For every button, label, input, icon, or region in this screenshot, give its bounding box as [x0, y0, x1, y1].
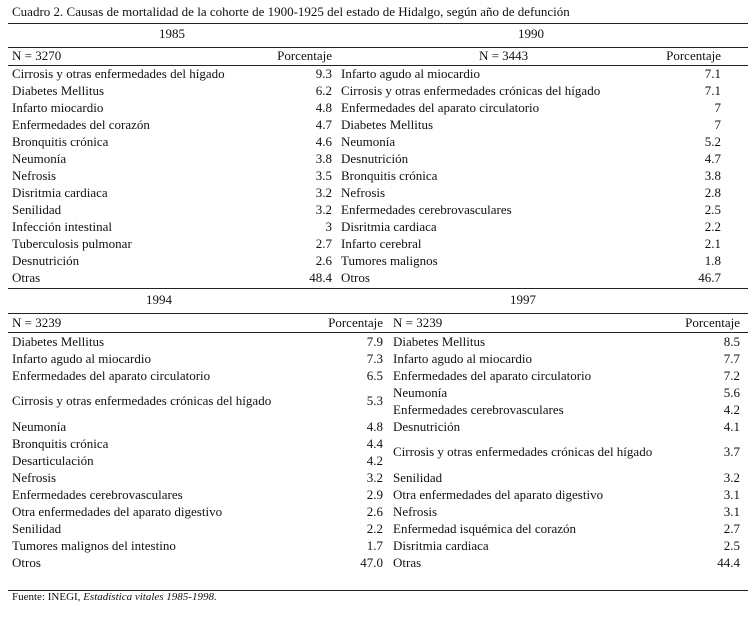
cause-label: Infarto agudo al miocardio: [12, 350, 151, 366]
percentage-value: 4.7: [704, 150, 721, 166]
row-list: [12, 65, 332, 286]
percentage-value: 7: [714, 116, 721, 132]
percentage-value: 2.7: [315, 235, 332, 251]
percentage-value: 7.7: [723, 350, 740, 366]
cause-label: Enfermedades del aparato circulatorio: [393, 367, 592, 383]
percentage-value: 2.5: [704, 201, 721, 217]
table-row: [12, 269, 332, 286]
percentage-value: 5.6: [723, 384, 740, 400]
n-label: N = 3270: [12, 48, 62, 63]
pct-header: Porcentaje: [685, 315, 740, 330]
table-row: [12, 503, 383, 520]
percentage-value: 2.6: [315, 252, 332, 268]
table-row: [12, 184, 332, 201]
percentage-value: 46.7: [698, 269, 721, 285]
cause-label: Diabetes Mellitus: [393, 333, 486, 349]
percentage-value: 48.4: [309, 269, 332, 285]
percentage-value: 2.7: [723, 520, 740, 536]
footnote-source: Estadística vitales 1985-1998.: [83, 591, 217, 603]
pct-header: Porcentaje: [277, 48, 332, 63]
table-row: [12, 537, 383, 554]
percentage-value: 6.5: [366, 367, 383, 383]
percentage-value: 2.8: [704, 184, 721, 200]
table-row: [341, 252, 721, 269]
block-1994: [12, 292, 383, 571]
cause-label: Neumonía: [12, 150, 67, 166]
footnote: [12, 591, 217, 603]
percentage-value: 1.8: [704, 252, 721, 268]
percentage-value: 5.2: [704, 133, 721, 149]
table-row: [12, 82, 332, 99]
cause-label: Bronquitis crónica: [12, 435, 109, 451]
table-row: [393, 503, 740, 520]
year-title: 1994: [146, 292, 172, 307]
table-row: [12, 333, 383, 350]
percentage-value: 2.1: [704, 235, 721, 251]
cause-label: Otros: [12, 554, 41, 570]
table-row: [12, 235, 332, 252]
percentage-value: 44.4: [717, 554, 740, 570]
pct-header: Porcentaje: [328, 315, 383, 330]
table-row: [12, 367, 383, 384]
cause-label: Tuberculosis pulmonar: [12, 235, 132, 251]
percentage-value: 7.9: [366, 333, 383, 349]
table-caption: Cuadro 2. Causas de mortalidad de la cohorte de 1900-1925 del estado de Hidalgo, según año de defunción: [12, 4, 570, 19]
table-row: [393, 367, 740, 384]
block-1997: [393, 292, 740, 571]
cause-label: Disritmia cardiaca: [341, 218, 437, 234]
table-row: [12, 350, 383, 367]
table-row: [393, 520, 740, 537]
percentage-value: 9.3: [315, 65, 332, 81]
table-row: [12, 469, 383, 486]
percentage-value: 2.5: [723, 537, 740, 553]
table-row: [341, 116, 721, 133]
block-header: [341, 47, 721, 64]
cause-label: Neumonía: [393, 384, 448, 400]
cause-label: Nefrosis: [12, 469, 57, 485]
percentage-value: 3.2: [723, 469, 740, 485]
cause-label: Bronquitis crónica: [12, 133, 109, 149]
table-row: [12, 252, 332, 269]
percentage-value: 3.2: [315, 201, 332, 217]
block-1990: [341, 26, 721, 286]
table-row: [341, 184, 721, 201]
cause-label: Neumonía: [341, 133, 396, 149]
percentage-value: 3.1: [723, 503, 740, 519]
percentage-value: 47.0: [360, 554, 383, 570]
table-row: [12, 99, 332, 116]
percentage-value: 4.7: [315, 116, 332, 132]
table-row: [12, 116, 332, 133]
cause-label: Neumonía: [12, 418, 67, 434]
footnote-prefix: Fuente: INEGI,: [12, 591, 84, 603]
cause-label: Desnutrición: [12, 252, 80, 268]
cause-label: Otras: [12, 269, 41, 285]
cause-label: Infarto agudo al miocardio: [393, 350, 532, 366]
percentage-value: 8.5: [723, 333, 740, 349]
percentage-value: 3.2: [315, 184, 332, 200]
table-row: [12, 554, 383, 571]
table-row: [393, 401, 740, 418]
percentage-value: 6.2: [315, 82, 332, 98]
cause-label: Desnutrición: [393, 418, 461, 434]
cause-label: Enfermedades cerebrovasculares: [341, 201, 512, 217]
block-header: [393, 314, 740, 331]
table-row: [341, 99, 721, 116]
percentage-value: 3.8: [315, 150, 332, 166]
cause-label: Bronquitis crónica: [341, 167, 438, 183]
table-row: [341, 269, 721, 286]
table-row: [341, 133, 721, 150]
table-row: [341, 201, 721, 218]
cause-label: Otra enfermedades del aparato digestivo: [393, 486, 604, 502]
table-row: [393, 435, 740, 469]
rule-mid: [8, 288, 748, 289]
percentage-value: 3.5: [315, 167, 332, 183]
percentage-value: 3.2: [366, 469, 383, 485]
table-row: [393, 469, 740, 486]
year-title: 1997: [510, 292, 536, 307]
table-row: [12, 384, 383, 418]
cause-label: Infarto cerebral: [341, 235, 422, 251]
percentage-value: 2.6: [366, 503, 383, 519]
cause-label: Senilidad: [12, 520, 62, 536]
table-row: [393, 486, 740, 503]
cause-label: Diabetes Mellitus: [12, 82, 105, 98]
table-row: [393, 333, 740, 350]
percentage-value: 4.1: [723, 418, 740, 434]
percentage-value: 1.7: [366, 537, 383, 553]
table-row: [341, 82, 721, 99]
cause-label: Enfermedades del aparato circulatorio: [341, 99, 540, 115]
table-row: [393, 537, 740, 554]
n-label: N = 3239: [12, 315, 62, 330]
percentage-value: 4.2: [723, 401, 740, 417]
cause-label: Tumores malignos del intestino: [12, 537, 176, 553]
block-1985: [12, 26, 332, 286]
cause-label: Infección intestinal: [12, 218, 112, 234]
cause-label: Senilidad: [393, 469, 443, 485]
table-row: [393, 554, 740, 571]
n-label: N = 3443: [478, 48, 529, 63]
cause-label: Cirrosis y otras enfermedades crónicas del hígado: [12, 393, 272, 408]
cause-label: Disritmia cardiaca: [12, 184, 108, 200]
table-row: [12, 486, 383, 503]
cause-label: Nefrosis: [341, 184, 386, 200]
percentage-value: 5.3: [366, 393, 383, 408]
table-row: [12, 452, 383, 469]
year-title: 1990: [518, 26, 544, 41]
cause-label: Enfermedades cerebrovasculares: [393, 401, 564, 417]
rule-top: [8, 23, 748, 24]
percentage-value: 3.1: [723, 486, 740, 502]
percentage-value: 7.3: [366, 350, 383, 366]
percentage-value: 7.1: [704, 82, 721, 98]
table-row: [393, 350, 740, 367]
percentage-value: 4.2: [366, 452, 383, 468]
percentage-value: 3.8: [704, 167, 721, 183]
percentage-value: 4.4: [366, 435, 383, 451]
table-row: [12, 65, 332, 82]
percentage-value: 7: [714, 99, 721, 115]
table-row: [12, 218, 332, 235]
table-row: [12, 167, 332, 184]
percentage-value: 4.8: [366, 418, 383, 434]
table-row: [12, 435, 383, 452]
year-title: 1985: [159, 26, 185, 41]
table-row: [393, 384, 740, 401]
row-list: [341, 65, 721, 286]
percentage-value: 3.7: [723, 444, 740, 459]
block-header: [12, 47, 332, 64]
cause-label: Infarto agudo al miocardio: [341, 65, 480, 81]
pct-header: Porcentaje: [666, 48, 721, 63]
cause-label: Infarto miocardio: [12, 99, 104, 115]
cause-label: Nefrosis: [393, 503, 438, 519]
percentage-value: 2.2: [366, 520, 383, 536]
cause-label: Otras: [393, 554, 422, 570]
percentage-value: 3: [325, 218, 332, 234]
n-label: N = 3239: [393, 315, 443, 330]
table-row: [341, 65, 721, 82]
table-row: [341, 218, 721, 235]
cause-label: Enfermedades cerebrovasculares: [12, 486, 183, 502]
percentage-value: 7.1: [704, 65, 721, 81]
table-row: [12, 133, 332, 150]
cause-label: Enfermedad isquémica del corazón: [393, 520, 576, 536]
table-row: [341, 150, 721, 167]
percentage-value: 4.6: [315, 133, 332, 149]
table-row: [12, 201, 332, 218]
cause-label: Tumores malignos: [341, 252, 438, 268]
cause-label: Otros: [341, 269, 370, 285]
cause-label: Enfermedades del aparato circulatorio: [12, 367, 211, 383]
table-row: [12, 150, 332, 167]
table-row: [12, 418, 383, 435]
percentage-value: 2.2: [704, 218, 721, 234]
cause-label: Diabetes Mellitus: [341, 116, 434, 132]
table-row: [341, 167, 721, 184]
row-list: [12, 333, 383, 571]
percentage-value: 7.2: [723, 367, 740, 383]
cause-label: Desnutrición: [341, 150, 409, 166]
table-row: [341, 235, 721, 252]
percentage-value: 2.9: [366, 486, 383, 502]
table-row: [393, 418, 740, 435]
cause-label: Cirrosis y otras enfermedades crónicas del hígado: [341, 82, 601, 98]
cause-label: Cirrosis y otras enfermedades crónicas del hígado: [393, 444, 653, 459]
cause-label: Diabetes Mellitus: [12, 333, 105, 349]
percentage-value: 4.8: [315, 99, 332, 115]
row-list: [393, 333, 740, 571]
cause-label: Cirrosis y otras enfermedades del hígado: [12, 65, 225, 81]
cause-label: Desarticulación: [12, 452, 94, 468]
cause-label: Senilidad: [12, 201, 62, 217]
cause-label: Disritmia cardiaca: [393, 537, 489, 553]
cause-label: Enfermedades del corazón: [12, 116, 150, 132]
cause-label: Otra enfermedades del aparato digestivo: [12, 503, 223, 519]
table-row: [12, 520, 383, 537]
block-header: [12, 314, 383, 331]
cause-label: Nefrosis: [12, 167, 57, 183]
